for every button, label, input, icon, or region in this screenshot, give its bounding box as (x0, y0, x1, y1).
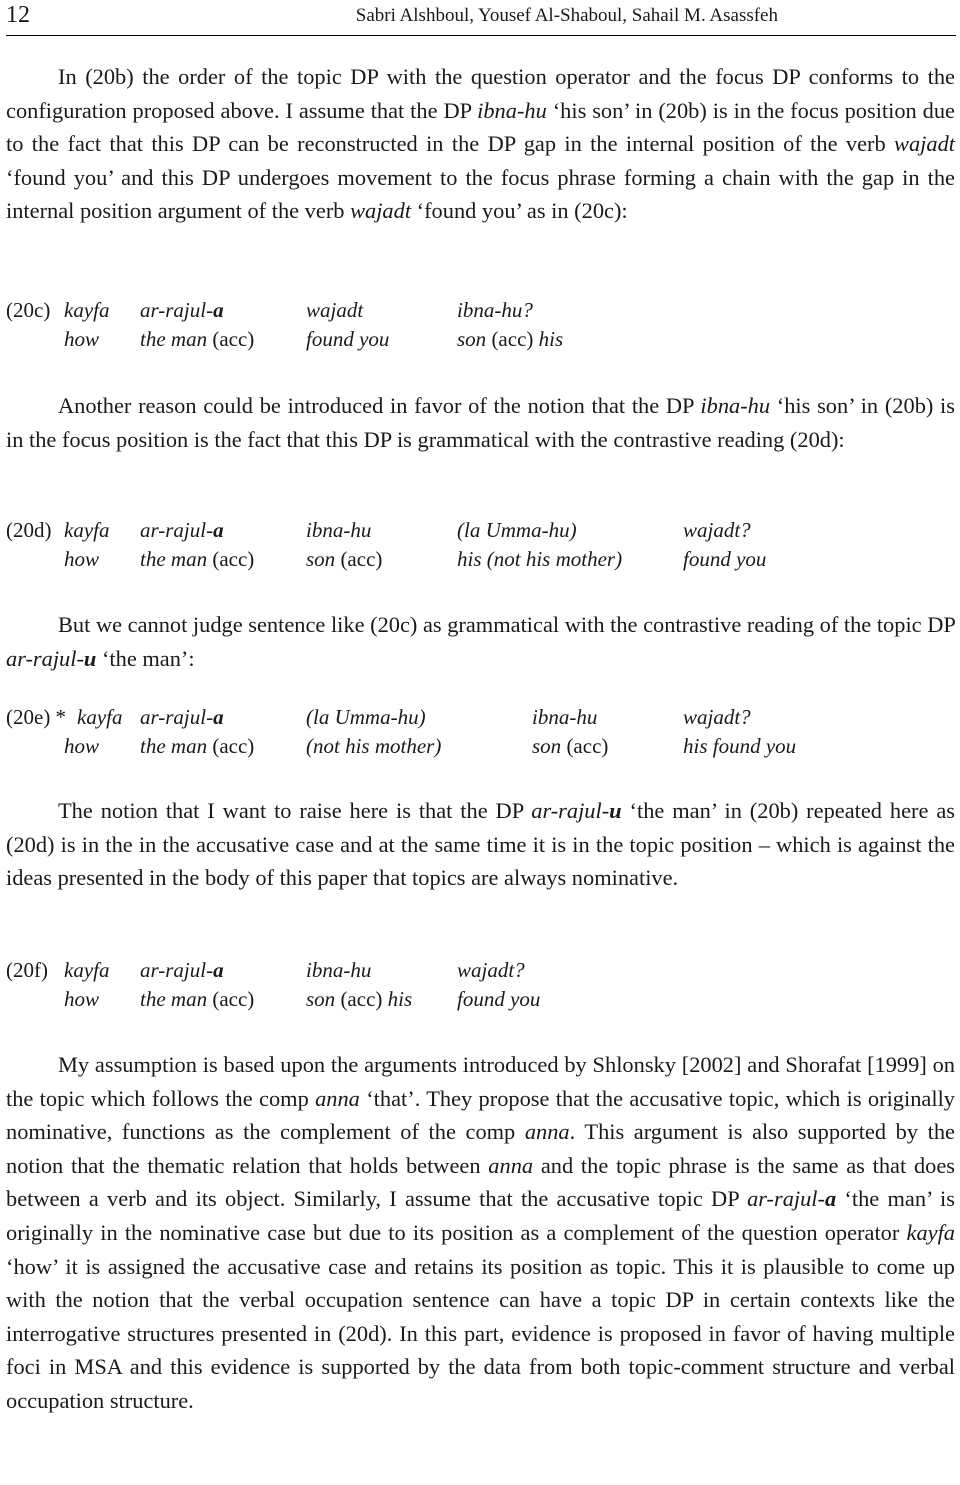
gloss-word: ibna-hu (532, 705, 598, 729)
gloss-word: his (not his mother) (457, 547, 623, 571)
header-rule (6, 35, 956, 36)
gloss-word: found you (457, 987, 541, 1011)
example-label: (20c) (6, 298, 51, 322)
gloss-word: the man (acc) (140, 327, 255, 351)
gloss-word: son (acc) (306, 547, 383, 571)
gloss-word: wajadt? (683, 705, 751, 729)
gloss-word: kayfa (64, 298, 110, 322)
gloss-word: the man (acc) (140, 987, 255, 1011)
gloss-word: son (acc) his (306, 987, 413, 1011)
term-kayfa: kayfa (906, 1219, 955, 1245)
example-20d (6, 516, 956, 574)
example-label: (20e) * (6, 705, 67, 729)
gloss-line-translation (6, 325, 956, 354)
term-anna: anna (315, 1085, 360, 1111)
gloss-word: found you (306, 327, 390, 351)
gloss-word: how (64, 734, 100, 758)
running-header (6, 2, 956, 30)
gloss-word: kayfa (64, 958, 110, 982)
gloss-word: wajadt? (457, 958, 525, 982)
example-label: (20d) (6, 518, 52, 542)
gloss-word: son (acc) (532, 734, 609, 758)
term-ar-rajul: ar-rajul-u (6, 645, 97, 671)
gloss-line-source (6, 703, 956, 732)
paragraph-5: My assumption is based upon the arguments introduced by Shlonsky [2002] and Shorafat [1999] on the topic which follows the comp anna ‘that’. They propose that the accusative topic, which is originally nominative, functions as the complement of the comp anna. This argument is also supported by the notion that the thematic relation that holds between anna and the topic phrase is the same as that does between a verb and its object. Similarly, I assume that the accusative topic DP ar-rajul-a ‘the man’ is originally in the nominative case but due to its position as a complement of the question operator kayfa ‘how’ it is assigned the accusative case and retains its position as topic. This it is plausible to come up with the notion that the verbal occupation sentence can have a topic DP in certain contexts like the interrogative structures presented in (20d). In this part, evidence is proposed in favor of having multiple foci in MSA and this evidence is supported by the data from both topic-comment structure and verbal occupation structure. (6, 1052, 955, 1413)
gloss-word: the man (acc) (140, 734, 255, 758)
example-20e (6, 703, 956, 761)
paragraph-1: In (20b) the order of the topic DP with the question operator and the focus DP conforms to the configuration proposed above. I assume that the DP ibna-hu ‘his son’ in (20b) is in the focus position due to the fact that this DP can be reconstructed in the DP gap in the internal position of the verb wajadt ‘found you’ and this DP undergoes movement to the focus phrase forming a chain with the gap in the internal position argument of the verb wajadt ‘found you’ as in (20c): (6, 64, 955, 224)
gloss-word: his found you (683, 734, 797, 758)
running-header-authors: Sabri Alshboul, Yousef Al-Shaboul, Sahail M. Asassfeh (355, 5, 778, 26)
gloss-word: (la Umma-hu) (457, 518, 577, 542)
gloss-line-translation (6, 732, 956, 761)
gloss-word: wajadt? (683, 518, 751, 542)
term-anna: anna (488, 1152, 534, 1178)
term-ibna-hu: ibna-hu (477, 97, 547, 123)
term-ibna-hu: ibna-hu (700, 393, 771, 418)
gloss-word: ar-rajul-a (140, 518, 224, 542)
gloss-word: how (64, 327, 100, 351)
gloss-word: how (64, 547, 100, 571)
term-wajadt: wajadt (894, 131, 955, 157)
gloss-word: ibna-hu (306, 518, 372, 542)
gloss-word: ar-rajul-a (140, 958, 224, 982)
gloss-word: son (acc) his (457, 327, 564, 351)
gloss-word: ar-rajul-a (140, 705, 224, 729)
term-wajadt: wajadt (350, 198, 412, 224)
gloss-word: ibna-hu? (457, 298, 533, 322)
gloss-word: ibna-hu (306, 958, 372, 982)
example-label: (20f) (6, 958, 48, 982)
gloss-line-source (6, 516, 956, 545)
paragraph-4: The notion that I want to raise here is that the DP ar-rajul-u ‘the man’ in (20b) repeated here as (20d) is in the in the accusative case and at the same time it is in the topic position – which is against the ideas presented in the body of this paper that topics are always nominative. (6, 798, 955, 891)
gloss-word: the man (acc) (140, 547, 255, 571)
gloss-line-source (6, 296, 956, 325)
example-20c (6, 296, 956, 354)
gloss-line-source (6, 956, 956, 985)
gloss-word: kayfa (64, 518, 110, 542)
paragraph-2: Another reason could be introduced in favor of the notion that the DP ibna-hu ‘his son’ in (20b) is in the focus position is the fact that this DP is grammatical with the contrastive reading (20d): (6, 393, 955, 452)
example-20f (6, 956, 956, 1014)
gloss-line-translation (6, 545, 956, 574)
gloss-word: wajadt (306, 298, 364, 322)
gloss-word: how (64, 987, 100, 1011)
gloss-word: found you (683, 547, 767, 571)
page-number: 12 (6, 2, 30, 28)
gloss-word: (la Umma-hu) (306, 705, 426, 729)
term-ar-rajul: ar-rajul-a (747, 1186, 837, 1212)
term-ar-rajul: ar-rajul-u (531, 798, 622, 823)
gloss-line-translation (6, 985, 956, 1014)
gloss-word: ar-rajul-a (140, 298, 224, 322)
gloss-word: (not his mother) (306, 734, 442, 758)
gloss-word: kayfa (77, 705, 123, 729)
term-anna: anna (524, 1119, 570, 1145)
paragraph-3: But we cannot judge sentence like (20c) as grammatical with the contrastive reading of the topic DP ar-rajul-u ‘the man’: (6, 612, 955, 671)
